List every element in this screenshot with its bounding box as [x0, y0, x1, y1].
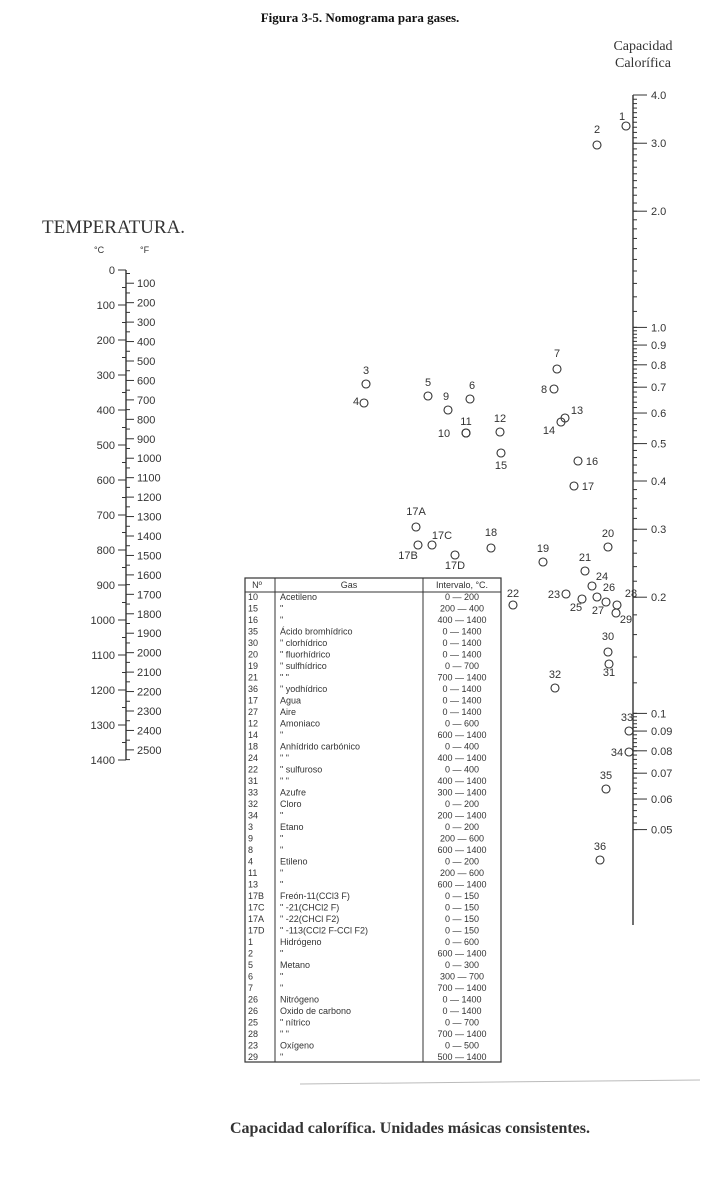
gas-point-label: 35 — [599, 770, 613, 782]
gas-point-marker — [550, 385, 558, 393]
fahrenheit-tick-label: 800 — [137, 414, 156, 427]
table-header-gas: Gas — [340, 580, 358, 590]
gas-point-label: 13 — [570, 405, 584, 417]
gas-point-marker — [602, 785, 610, 793]
fahrenheit-tick-label: 2100 — [137, 667, 162, 680]
heat-capacity-tick-label: 1.0 — [651, 322, 667, 335]
table-cell-number: 17A — [248, 914, 265, 924]
heat-capacity-tick-label: 0.06 — [651, 794, 673, 807]
gas-point-label: 27 — [591, 605, 605, 617]
table-cell-gas: " — [280, 868, 284, 878]
table-cell-gas: Agua — [280, 695, 302, 706]
celsius-tick-label: 600 — [96, 475, 115, 487]
table-cell-gas: Aire — [280, 707, 297, 717]
fahrenheit-tick-label: 2200 — [137, 686, 162, 699]
gas-point-label: 17B — [398, 550, 418, 562]
heat-capacity-tick-label: 0.2 — [651, 592, 667, 605]
celsius-tick-label: 400 — [96, 405, 115, 417]
figure-title: Figura 3-5. Nomograma para gases. — [260, 10, 460, 25]
gas-point-label: 17 — [581, 481, 595, 493]
fahrenheit-tick-label: 1800 — [137, 608, 162, 621]
heat-capacity-heading-line2: Calorífica — [615, 56, 671, 71]
celsius-ticks — [91, 265, 126, 767]
table-cell-range: 0 — 600 — [444, 937, 480, 947]
celsius-tick-label: 700 — [96, 510, 115, 522]
fahrenheit-tick-label: 1100 — [137, 472, 161, 485]
gas-point-label: 1 — [618, 111, 626, 123]
table-cell-range: 0 — 150 — [444, 925, 480, 936]
table-header-number: Nº — [252, 580, 262, 590]
table-cell-number: 4 — [248, 856, 254, 867]
table-cell-number: 19 — [248, 661, 259, 671]
temperature-heading: TEMPERATURA. — [42, 217, 186, 238]
gas-point-marker — [593, 593, 601, 601]
table-cell-range: 0 — 1400 — [442, 649, 482, 660]
table-cell-range: 0 — 200 — [444, 822, 480, 832]
fahrenheit-tick-label: 1700 — [137, 589, 162, 602]
fahrenheit-tick-label: 100 — [137, 278, 156, 291]
gas-point-label: 23 — [547, 589, 561, 601]
gas-point-label: 6 — [468, 380, 476, 392]
gas-point-label: 2 — [593, 124, 601, 136]
table-cell-number: 28 — [248, 1029, 259, 1039]
table-cell-range: 0 — 200 — [444, 856, 480, 867]
gas-point-marker — [539, 558, 547, 566]
gas-point-label: 36 — [593, 841, 607, 853]
table-cell-number: 22 — [248, 764, 259, 775]
gas-point-label: 7 — [553, 348, 561, 360]
heat-capacity-tick-label: 0.9 — [651, 340, 667, 353]
table-cell-range: 0 — 400 — [444, 741, 480, 752]
table-cell-gas: Oxido de carbono — [280, 1006, 352, 1016]
fahrenheit-tick-label: 600 — [137, 375, 156, 388]
table-cell-number: 25 — [248, 1017, 259, 1028]
gas-point-label: 22 — [506, 588, 520, 600]
fahrenheit-tick-label: 1500 — [137, 550, 162, 563]
gas-point-label: 8 — [540, 384, 548, 396]
gas-point-marker — [424, 392, 432, 400]
gas-point-marker — [412, 523, 420, 531]
table-cell-gas: " " — [280, 1029, 289, 1039]
celsius-tick-label: 200 — [96, 335, 115, 347]
fahrenheit-tick-label: 300 — [137, 317, 156, 330]
table-cell-number: 6 — [248, 971, 254, 982]
gas-point-marker — [570, 482, 578, 490]
table-cell-gas: " sulfhídrico — [280, 661, 327, 671]
table-cell-number: 30 — [248, 638, 259, 648]
gas-point-label: 21 — [578, 552, 592, 564]
gas-point-marker — [509, 601, 517, 609]
table-cell-gas: Amoniaco — [280, 718, 321, 729]
table-cell-gas: Etileno — [280, 856, 308, 867]
table-cell-number: 9 — [248, 833, 254, 844]
heat-capacity-tick-label: 4.0 — [651, 90, 667, 102]
table-cell-range: 0 — 150 — [444, 902, 480, 913]
table-cell-gas: Anhídrido carbónico — [280, 741, 361, 752]
fahrenheit-tick-label: 500 — [137, 356, 156, 368]
fahrenheit-tick-label: 2400 — [137, 725, 162, 738]
table-cell-gas: Freón-11(CCl3 F) — [280, 891, 350, 901]
heat-capacity-heading-line1: Capacidad — [613, 39, 673, 54]
celsius-tick-label: 900 — [96, 580, 115, 592]
table-cell-gas: " — [280, 615, 284, 625]
table-cell-number: 17C — [248, 902, 265, 913]
table-cell-number: 14 — [248, 730, 259, 740]
table-cell-gas: " " — [280, 753, 289, 763]
table-cell-range: 400 — 1400 — [437, 753, 487, 763]
gas-point-marker — [574, 457, 582, 465]
gas-table — [245, 578, 501, 1062]
gas-point-marker — [604, 648, 612, 656]
celsius-tick-label: 0 — [108, 265, 115, 277]
table-cell-range: 200 — 400 — [439, 603, 485, 614]
gas-point-label: 34 — [610, 747, 624, 759]
gas-point-marker — [596, 856, 604, 864]
gas-point-marker — [581, 567, 589, 575]
table-cell-gas: " -113(CCl2 F-CCl F2) — [280, 925, 369, 936]
gas-point-marker — [466, 395, 474, 403]
table-cell-range: 700 — 1400 — [437, 672, 487, 683]
table-cell-number: 33 — [248, 787, 259, 798]
table-cell-range: 0 — 200 — [444, 592, 480, 602]
table-cell-range: 300 — 1400 — [437, 787, 487, 798]
table-cell-range: 0 — 1400 — [442, 707, 482, 717]
heat-capacity-tick-label: 0.3 — [651, 524, 667, 537]
table-cell-gas: " — [280, 948, 284, 959]
table-header-range: Intervalo, °C. — [435, 580, 489, 590]
gas-point-marker — [562, 590, 570, 598]
table-cell-range: 300 — 700 — [439, 971, 485, 982]
table-cell-range: 0 — 150 — [444, 891, 480, 901]
table-cell-range: 400 — 1400 — [437, 615, 487, 625]
heat-capacity-tick-label: 0.7 — [651, 382, 667, 395]
table-cell-range: 0 — 1400 — [442, 638, 482, 648]
gas-point-marker — [444, 406, 452, 414]
table-cell-number: 27 — [248, 707, 259, 717]
table-cell-number: 17B — [248, 891, 265, 901]
table-cell-range: 700 — 1400 — [437, 983, 487, 993]
gas-point-marker — [414, 541, 422, 549]
table-cell-range: 0 — 700 — [444, 1017, 480, 1028]
table-cell-range: 0 — 400 — [444, 764, 480, 775]
gas-point-label: 28 — [624, 588, 638, 600]
heat-capacity-tick-label: 0.5 — [651, 438, 667, 451]
gas-point-marker — [487, 544, 495, 552]
table-cell-number: 31 — [248, 776, 259, 786]
table-cell-gas: Hidrógeno — [280, 937, 322, 947]
celsius-unit-label: °C — [94, 245, 105, 255]
celsius-tick-label: 800 — [96, 545, 115, 557]
gas-point-label: 25 — [569, 602, 583, 614]
gas-point-marker — [625, 727, 633, 735]
gas-point-label: 20 — [601, 528, 615, 540]
celsius-tick-label: 1100 — [91, 650, 115, 662]
gas-point-label: 5 — [424, 377, 432, 389]
gas-point-label: 31 — [602, 667, 616, 679]
table-cell-gas: Nitrógeno — [280, 994, 320, 1005]
table-cell-gas: " — [280, 879, 284, 890]
table-cell-gas: " fluorhídrico — [280, 649, 331, 660]
bottom-rule — [300, 1080, 700, 1084]
gas-point-marker — [551, 684, 559, 692]
fahrenheit-tick-label: 400 — [137, 336, 156, 349]
heat-capacity-tick-label: 0.4 — [651, 476, 667, 488]
gas-point-label: 30 — [601, 631, 615, 643]
gas-point-label: 19 — [536, 543, 550, 555]
table-cell-range: 200 — 600 — [439, 833, 485, 844]
fahrenheit-tick-label: 2000 — [137, 647, 162, 660]
fahrenheit-tick-label: 1900 — [137, 628, 162, 641]
fahrenheit-tick-label: 200 — [137, 297, 156, 310]
table-cell-number: 23 — [248, 1040, 259, 1051]
table-cell-gas: " sulfuroso — [280, 764, 323, 775]
table-cell-number: 17D — [248, 925, 265, 936]
gas-point-label: 17A — [406, 506, 426, 518]
table-cell-number: 18 — [248, 741, 259, 752]
fahrenheit-tick-label: 1400 — [137, 531, 162, 543]
gas-point-label: 12 — [493, 413, 507, 425]
gas-point-marker — [625, 748, 633, 756]
celsius-tick-label: 500 — [96, 440, 115, 452]
table-cell-gas: Cloro — [280, 799, 302, 809]
table-cell-range: 0 — 700 — [444, 661, 480, 671]
table-cell-range: 0 — 600 — [444, 718, 480, 729]
table-cell-gas: " -21(CHCl2 F) — [280, 902, 340, 913]
fahrenheit-tick-label: 700 — [137, 394, 156, 407]
gas-point-label: 32 — [548, 669, 562, 681]
gas-point-label: 29 — [619, 614, 633, 626]
gas-point-label: 16 — [585, 456, 599, 468]
gas-point-label: 33 — [620, 712, 634, 724]
fahrenheit-tick-label: 900 — [137, 433, 156, 446]
gas-point-label: 17C — [431, 530, 453, 542]
gas-point-marker — [462, 429, 470, 437]
table-cell-gas: " — [280, 730, 284, 740]
table-cell-gas: " " — [280, 672, 289, 683]
gas-point-marker — [588, 582, 596, 590]
heat-capacity-tick-label: 0.07 — [651, 768, 673, 781]
table-cell-gas: Azufre — [280, 787, 307, 798]
gas-point-label: 3 — [362, 365, 370, 377]
table-cell-number: 35 — [248, 626, 259, 637]
table-cell-range: 0 — 1400 — [442, 695, 482, 706]
table-cell-number: 36 — [248, 684, 259, 694]
table-cell-gas: " " — [280, 776, 289, 786]
gas-point-marker — [593, 141, 601, 149]
table-cell-gas: Oxígeno — [280, 1040, 315, 1051]
heat-capacity-tick-label: 0.8 — [651, 359, 667, 372]
table-cell-gas: Metano — [280, 960, 311, 970]
gas-point-marker — [362, 380, 370, 388]
celsius-tick-label: 1400 — [90, 755, 115, 767]
table-cell-range: 600 — 1400 — [437, 730, 487, 740]
gas-point-label: 4 — [352, 396, 360, 408]
table-cell-range: 0 — 300 — [444, 960, 480, 970]
table-cell-range: 600 — 1400 — [437, 879, 487, 890]
table-cell-number: 5 — [248, 960, 254, 970]
fahrenheit-tick-label: 2300 — [137, 706, 162, 718]
fahrenheit-tick-label: 1600 — [137, 569, 162, 582]
heat-capacity-tick-label: 2.0 — [651, 206, 667, 219]
table-cell-number: 17 — [248, 695, 259, 706]
heat-capacity-tick-label: 0.08 — [651, 745, 673, 758]
fahrenheit-tick-label: 1300 — [137, 511, 162, 524]
gas-point-label: 10 — [437, 428, 451, 440]
gas-point-label: 9 — [442, 391, 450, 403]
table-cell-gas: Etano — [280, 822, 304, 832]
table-cell-number: 10 — [248, 592, 259, 602]
gas-point-label: 26 — [602, 582, 616, 594]
fahrenheit-tick-label: 1200 — [137, 492, 162, 505]
gas-point-label: 18 — [484, 527, 498, 539]
table-cell-gas: " — [280, 1052, 284, 1062]
table-cell-range: 0 — 1400 — [442, 994, 482, 1005]
table-cell-range: 400 — 1400 — [437, 776, 487, 786]
table-cell-range: 200 — 600 — [439, 868, 485, 878]
table-cell-gas: " — [280, 603, 284, 614]
gas-point-marker — [496, 428, 504, 436]
table-cell-gas: " — [280, 983, 284, 993]
table-cell-gas: Acetileno — [280, 592, 318, 602]
table-cell-range: 0 — 1400 — [442, 1006, 482, 1016]
table-cell-number: 21 — [248, 672, 259, 683]
table-cell-gas: " — [280, 971, 284, 982]
gas-point-marker — [553, 365, 561, 373]
celsius-tick-label: 1300 — [90, 720, 115, 732]
table-cell-range: 200 — 1400 — [437, 810, 487, 821]
heat-capacity-tick-label: 0.05 — [651, 824, 673, 837]
table-cell-number: 34 — [248, 810, 259, 821]
gas-point-marker — [451, 551, 459, 559]
celsius-tick-label: 100 — [96, 300, 115, 312]
gas-point-label: 11 — [460, 416, 472, 428]
table-cell-gas: " yodhídrico — [280, 684, 328, 694]
figure-caption: Capacidad calorífica. Unidades másicas consistentes. — [230, 1120, 590, 1137]
table-cell-range: 600 — 1400 — [437, 948, 487, 959]
gas-point-marker — [428, 541, 436, 549]
table-cell-range: 0 — 150 — [444, 914, 480, 924]
table-cell-number: 7 — [248, 983, 254, 993]
table-cell-gas: " -22(CHCl F2) — [280, 914, 340, 924]
celsius-tick-label: 300 — [96, 370, 115, 382]
table-cell-number: 16 — [248, 615, 259, 625]
gas-point-label: 24 — [595, 571, 609, 583]
table-cell-number: 15 — [248, 603, 259, 614]
table-cell-number: 24 — [248, 753, 259, 763]
gas-point-label: 15 — [494, 460, 508, 472]
table-cell-range: 0 — 1400 — [442, 684, 482, 694]
heat-capacity-tick-label: 0.1 — [651, 708, 667, 721]
table-cell-gas: " clorhídrico — [280, 638, 328, 648]
fahrenheit-ticks — [126, 274, 161, 760]
table-cell-gas: " nítrico — [280, 1017, 311, 1028]
heat-capacity-tick-label: 0.09 — [651, 726, 673, 739]
table-cell-number: 29 — [248, 1052, 259, 1062]
table-cell-number: 12 — [248, 718, 259, 729]
table-cell-gas: Ácido bromhídrico — [280, 626, 353, 637]
table-cell-range: 500 — 1400 — [437, 1052, 487, 1062]
table-cell-gas: " — [280, 810, 284, 821]
gas-point-marker — [604, 543, 612, 551]
table-cell-number: 26 — [248, 994, 259, 1005]
table-cell-gas: " — [280, 845, 284, 855]
table-cell-range: 700 — 1400 — [437, 1029, 487, 1039]
gas-point-marker — [360, 399, 368, 407]
heat-capacity-tick-label: 0.6 — [651, 408, 667, 421]
table-cell-number: 32 — [248, 799, 259, 809]
table-cell-number: 8 — [248, 845, 254, 855]
table-cell-range: 600 — 1400 — [437, 845, 487, 855]
table-cell-range: 0 — 1400 — [442, 626, 482, 637]
celsius-tick-label: 1000 — [90, 615, 115, 627]
gas-point-label: 17D — [444, 560, 466, 572]
gas-point-marker — [612, 609, 620, 617]
fahrenheit-tick-label: 1000 — [137, 453, 162, 466]
table-cell-number: 13 — [248, 879, 259, 890]
heat-capacity-tick-label: 3.0 — [651, 138, 667, 151]
table-cell-number: 1 — [248, 937, 254, 947]
table-cell-number: 2 — [248, 948, 254, 959]
fahrenheit-tick-label: 2500 — [137, 744, 162, 757]
fahrenheit-unit-label: °F — [140, 245, 150, 255]
celsius-tick-label: 1200 — [90, 685, 115, 697]
table-cell-number: 3 — [248, 822, 254, 832]
heat-capacity-ticks — [633, 90, 672, 837]
table-cell-range: 0 — 200 — [444, 799, 480, 809]
table-cell-gas: " — [280, 833, 284, 844]
table-cell-number: 11 — [248, 868, 258, 878]
gas-point-label: 14 — [542, 425, 556, 437]
gas-point-marker — [613, 601, 621, 609]
table-cell-number: 26 — [248, 1006, 259, 1016]
gas-point-marker — [622, 122, 630, 130]
gas-point-marker — [497, 449, 505, 457]
table-cell-number: 20 — [248, 649, 259, 660]
table-cell-range: 0 — 500 — [444, 1040, 480, 1051]
